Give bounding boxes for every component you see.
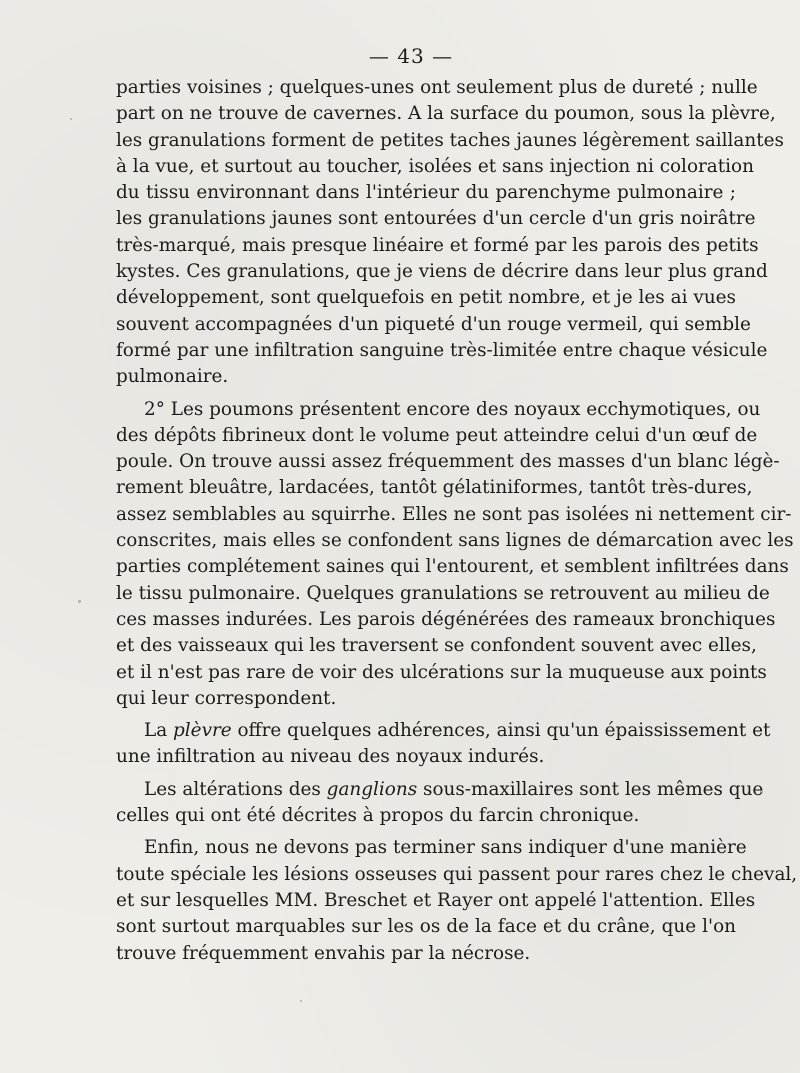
page-number: — 43 — <box>368 44 454 68</box>
text-line: à la vue, et surtout au toucher, isolées et sans injection ni coloration <box>116 155 754 177</box>
text-line: et il n'est pas rare de voir des ulcérations sur la muqueuse aux points <box>116 661 767 683</box>
text-line: kystes. Ces granulations, que je viens de décrire dans leur plus grand <box>116 261 768 283</box>
paragraph-5 <box>116 835 798 966</box>
text-segment: La <box>144 720 174 742</box>
text-line: sont surtout marquables sur les os de la face et du crâne, que l'on <box>116 916 736 938</box>
text-line: et sur lesquelles MM. Breschet et Rayer ont appelé l'attention. Elles <box>116 889 756 911</box>
text-line: 2° Les poumons présentent encore des noyaux ecchymotiques, ou <box>144 398 761 420</box>
paragraph-1 <box>116 75 784 391</box>
text-line: développement, sont quelquefois en petit nombre, et je les ai vues <box>116 287 736 309</box>
text-segment: Les altérations des <box>144 778 327 800</box>
text-line: ces masses indurées. Les parois dégénérées des rameaux bronchiques <box>116 608 776 630</box>
text-line <box>116 718 771 744</box>
text-line: du tissu environnant dans l'intérieur du parenchyme pulmonaire ; <box>116 182 736 204</box>
text-line: parties voisines ; quelques-unes ont seulement plus de dureté ; nulle <box>116 77 758 98</box>
text-line: qui leur correspondent. <box>116 687 337 709</box>
paragraph-2 <box>116 397 794 713</box>
paragraph-4 <box>116 777 764 830</box>
text-line: très-marqué, mais presque linéaire et formé par les parois des petits <box>116 234 759 256</box>
text-line: formé par une infiltration sanguine très-limitée entre chaque vésicule <box>116 339 768 361</box>
text-line: le tissu pulmonaire. Quelques granulations se retrouvent au milieu de <box>116 582 770 604</box>
text-line: les granulations jaunes sont entourées d'un cercle d'un gris noirâtre <box>116 208 756 230</box>
paragraph-3 <box>116 718 771 771</box>
text-line: Enfin, nous ne devons pas terminer sans indiquer d'une manière <box>144 837 747 859</box>
text-line: celles qui ont été décrites à propos du farcin chronique. <box>116 805 640 827</box>
text-line <box>116 777 764 803</box>
scan-speck <box>78 600 81 603</box>
scan-speck <box>760 790 763 793</box>
text-line: part on ne trouve de cavernes. A la surface du poumon, sous la plèvre, <box>116 103 776 125</box>
text-line: une infiltration au niveau des noyaux indurés. <box>116 746 545 768</box>
text-line: toute spéciale les lésions osseuses qui passent pour rares chez le cheval, <box>116 863 798 885</box>
text-segment: sous-maxillaires sont les mêmes que <box>417 778 764 800</box>
text-line: souvent accompagnées d'un piqueté d'un rouge vermeil, qui semble <box>116 313 751 335</box>
text-line: les granulations forment de petites taches jaunes légèrement saillantes <box>116 129 784 151</box>
scan-speck <box>70 118 72 120</box>
body-text <box>116 75 798 967</box>
text-line: assez semblables au squirrhe. Elles ne sont pas isolées ni nettement cir- <box>116 503 792 525</box>
text-line: pulmonaire. <box>116 366 229 388</box>
text-line: parties complétement saines qui l'entourent, et semblent infiltrées dans <box>116 556 789 578</box>
text-line: conscrites, mais elles se confondent sans lignes de démarcation avec les <box>116 530 794 552</box>
italic-term: ganglions <box>326 778 418 800</box>
text-line: et des vaisseaux qui les traversent se confondent souvent avec elles, <box>116 635 757 657</box>
text-line: rement bleuâtre, lardacées, tantôt gélatiniformes, tantôt très-dures, <box>116 477 753 499</box>
text-line: des dépôts fibrineux dont le volume peut atteindre celui d'un œuf de <box>116 424 758 446</box>
text-line: trouve fréquemment envahis par la nécrose. <box>116 942 531 964</box>
text-line: poule. On trouve aussi assez fréquemment des masses d'un blanc légè- <box>116 451 780 473</box>
text-segment: offre quelques adhérences, ainsi qu'un épaississement et <box>231 720 771 742</box>
scan-speck <box>300 1000 302 1002</box>
italic-term: plèvre <box>173 720 232 742</box>
